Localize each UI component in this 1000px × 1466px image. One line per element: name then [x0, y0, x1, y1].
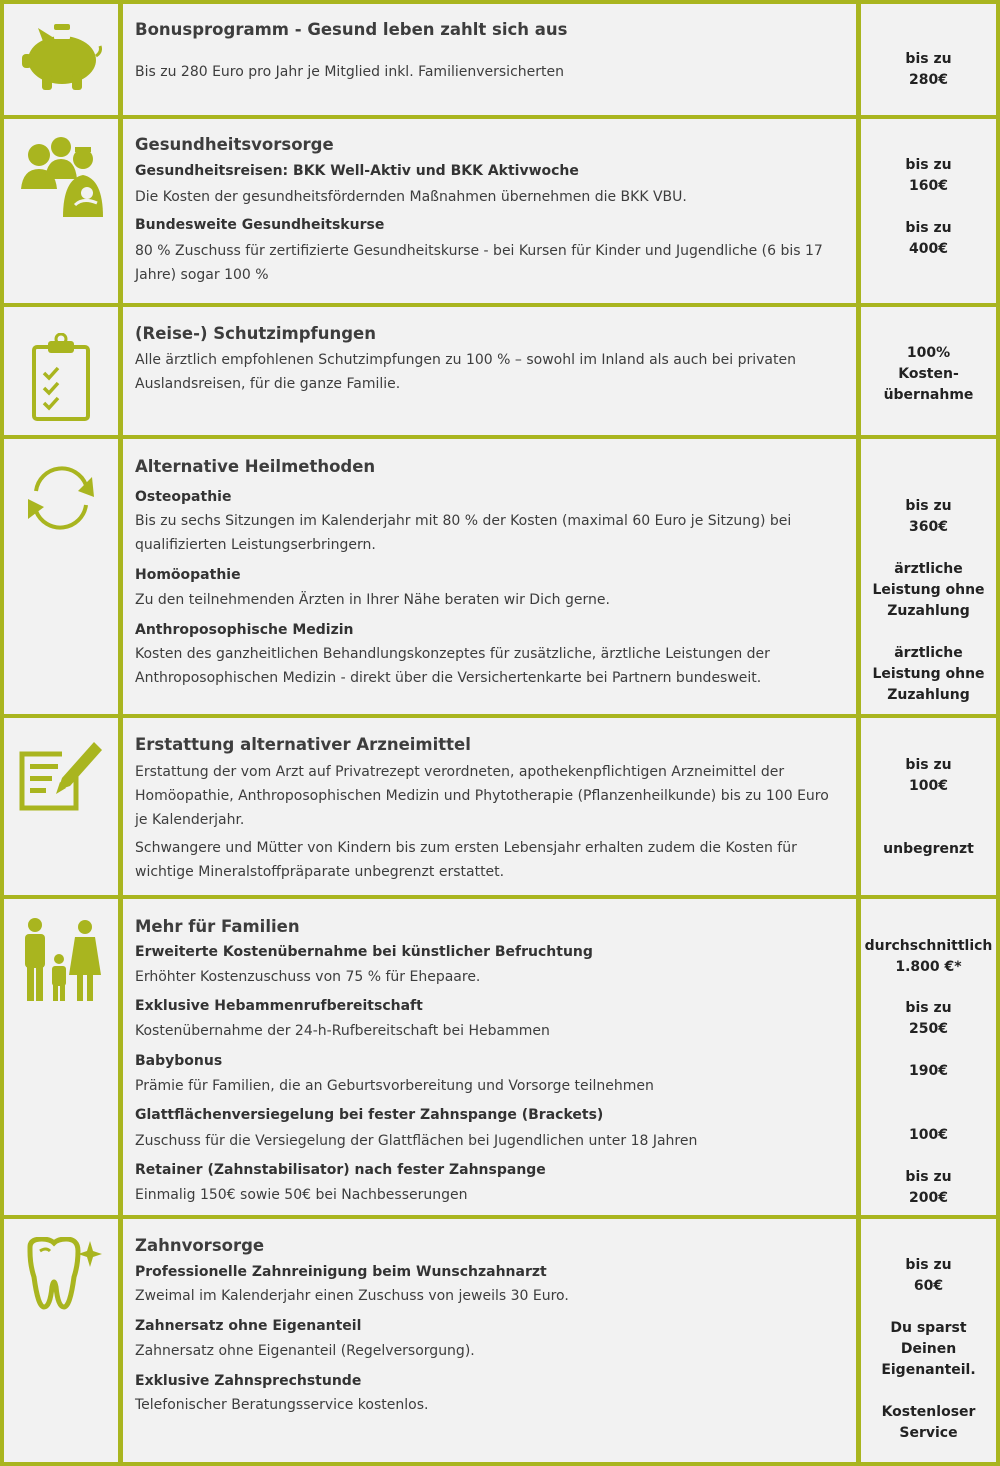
value-label: bis zu 160€	[905, 157, 952, 194]
clipboard-checklist-icon	[4, 333, 118, 423]
prescription-pen-icon	[4, 734, 118, 814]
content-cell	[123, 1219, 856, 1462]
value-label: bis zu 60€	[905, 1257, 952, 1294]
value-label: Du sparst Deinen Eigenanteil.	[881, 1320, 976, 1378]
content-cell	[123, 899, 856, 1215]
row-title: Mehr für Familien	[135, 917, 300, 936]
content-cell	[123, 307, 856, 435]
row-subtitle: Zahnersatz ohne Eigenanteil	[135, 1318, 362, 1334]
content-cell	[123, 718, 856, 895]
content-cell	[123, 439, 856, 714]
piggy-bank-icon	[4, 22, 118, 94]
row-subtitle: Homöopathie	[135, 567, 241, 583]
row-subtitle: Anthroposophische Medizin	[135, 622, 354, 638]
content-cell	[123, 4, 856, 115]
value-cell	[861, 1219, 996, 1462]
row-text: Einmalig 150€ sowie 50€ bei Nachbesserungen	[135, 1187, 468, 1203]
value-label: 100% Kosten- übernahme	[883, 345, 974, 403]
value-label: bis zu 250€	[905, 1000, 952, 1037]
row-title: Erstattung alternativer Arzneimittel	[135, 735, 471, 754]
row-subtitle: Erweiterte Kostenübernahme bei künstlicher Befruchtung	[135, 944, 593, 960]
value-cell	[861, 718, 996, 895]
value-cell	[861, 307, 996, 435]
icon-cell	[4, 899, 118, 1215]
row-text: Bis zu sechs Sitzungen im Kalenderjahr mit 80 % der Kosten (maximal 60 Euro je Sitzung) bei qualifizierten Leistungserbringern.	[135, 513, 792, 553]
row-text: Prämie für Familien, die an Geburtsvorbereitung und Vorsorge teilnehmen	[135, 1078, 654, 1094]
cycle-arrows-icon	[4, 463, 118, 533]
row-text: Die Kosten der gesundheitsfördernden Maßnahmen übernehmen die BKK VBU.	[135, 189, 687, 205]
row-text: Erstattung der vom Arzt auf Privatrezept verordneten, apothekenpflichtigen Arzneimittel der Homöopathie, Anthroposophischen Medizin und Phytotherapie (Pflanzenheilkunde) bis zu 100 Euro je Kalenderjahr.	[135, 764, 829, 828]
row-subtitle: Babybonus	[135, 1053, 223, 1069]
value-label: bis zu 360€	[905, 498, 952, 535]
row-subtitle: Exklusive Hebammenrufbereitschaft	[135, 998, 423, 1014]
row-mehr-fuer-familien	[0, 899, 1000, 1215]
row-alternative-heilmethoden	[0, 439, 1000, 714]
value-label: bis zu 400€	[905, 220, 952, 257]
row-schutzimpfungen	[0, 307, 1000, 435]
value-label: bis zu 280€	[905, 51, 952, 88]
value-label: bis zu 100€	[905, 757, 952, 794]
icon-cell	[4, 439, 118, 714]
family-care-icon	[4, 133, 118, 219]
row-arzneimittel	[0, 718, 1000, 895]
row-subtitle: Gesundheitsreisen: BKK Well-Aktiv und BKK Aktivwoche	[135, 163, 579, 179]
row-text: Zuschuss für die Versiegelung der Glattflächen bei Jugendlichen unter 18 Jahren	[135, 1133, 698, 1149]
row-subtitle: Osteopathie	[135, 489, 232, 505]
row-text: Zweimal im Kalenderjahr einen Zuschuss von jeweils 30 Euro.	[135, 1288, 569, 1304]
row-title: (Reise-) Schutzimpfungen	[135, 324, 376, 343]
row-text: Erhöhter Kostenzuschuss von 75 % für Ehepaare.	[135, 969, 481, 985]
row-text: Zu den teilnehmenden Ärzten in Ihrer Nähe beraten wir Dich gerne.	[135, 592, 610, 608]
value-cell	[861, 439, 996, 714]
value-label: ärztliche Leistung ohne Zuzahlung	[872, 561, 985, 619]
row-text: Schwangere und Mütter von Kindern bis zum ersten Lebensjahr erhalten zudem die Kosten für wichtige Mineralstoffpräparate unbegrenzt erstattet.	[135, 840, 797, 880]
row-text: Zahnersatz ohne Eigenanteil (Regelversorgung).	[135, 1343, 475, 1359]
row-subtitle: Exklusive Zahnsprechstunde	[135, 1373, 362, 1389]
row-text: Kosten des ganzheitlichen Behandlungskonzeptes für zusätzliche, ärztliche Leistungen der Anthroposophischen Medizin - direkt über die Versichertenkarte bei Partnern bundesweit.	[135, 646, 770, 686]
value-label: unbegrenzt	[883, 841, 974, 857]
value-label: Kostenloser Service	[881, 1404, 976, 1441]
value-cell	[861, 899, 996, 1215]
row-subtitle: Glattflächenversiegelung bei fester Zahnspange (Brackets)	[135, 1107, 604, 1123]
sparkling-tooth-icon	[4, 1237, 118, 1311]
icon-cell	[4, 4, 118, 115]
value-label: bis zu 200€	[905, 1169, 952, 1206]
icon-cell	[4, 119, 118, 303]
row-title: Alternative Heilmethoden	[135, 457, 376, 476]
row-subtitle: Retainer (Zahnstabilisator) nach fester Zahnspange	[135, 1162, 546, 1178]
icon-cell	[4, 718, 118, 895]
row-title: Gesundheitsvorsorge	[135, 135, 334, 154]
row-text: Alle ärztlich empfohlenen Schutzimpfungen zu 100 % – sowohl im Inland als auch bei privaten Auslandsreisen, für die ganze Familie.	[135, 352, 796, 392]
row-text: Kostenübernahme der 24-h-Rufbereitschaft bei Hebammen	[135, 1023, 550, 1039]
row-subtitle: Professionelle Zahnreinigung beim Wunschzahnarzt	[135, 1264, 547, 1280]
family-icon	[4, 917, 118, 1003]
value-cell	[861, 4, 996, 115]
row-title: Bonusprogramm - Gesund leben zahlt sich aus	[135, 20, 568, 39]
row-text: 80 % Zuschuss für zertifizierte Gesundheitskurse - bei Kursen für Kinder und Jugendliche (6 bis 17 Jahre) sogar 100 %	[135, 243, 823, 283]
icon-cell	[4, 1219, 118, 1462]
value-label: ärztliche Leistung ohne Zuzahlung	[872, 645, 985, 703]
row-subtitle: Bundesweite Gesundheitskurse	[135, 217, 385, 233]
row-bonusprogramm	[0, 4, 1000, 115]
icon-cell	[4, 307, 118, 435]
value-label: 190€	[909, 1063, 948, 1079]
row-text: Telefonischer Beratungsservice kostenlos.	[135, 1397, 429, 1413]
value-label: durchschnittlich 1.800 €*	[864, 938, 993, 975]
row-zahnvorsorge	[0, 1219, 1000, 1462]
content-cell	[123, 119, 856, 303]
value-cell	[861, 119, 996, 303]
value-label: 100€	[909, 1127, 948, 1143]
row-gesundheitsvorsorge	[0, 119, 1000, 303]
row-title: Zahnvorsorge	[135, 1236, 265, 1255]
row-text: Bis zu 280 Euro pro Jahr je Mitglied inkl. Familienversicherten	[135, 64, 564, 80]
